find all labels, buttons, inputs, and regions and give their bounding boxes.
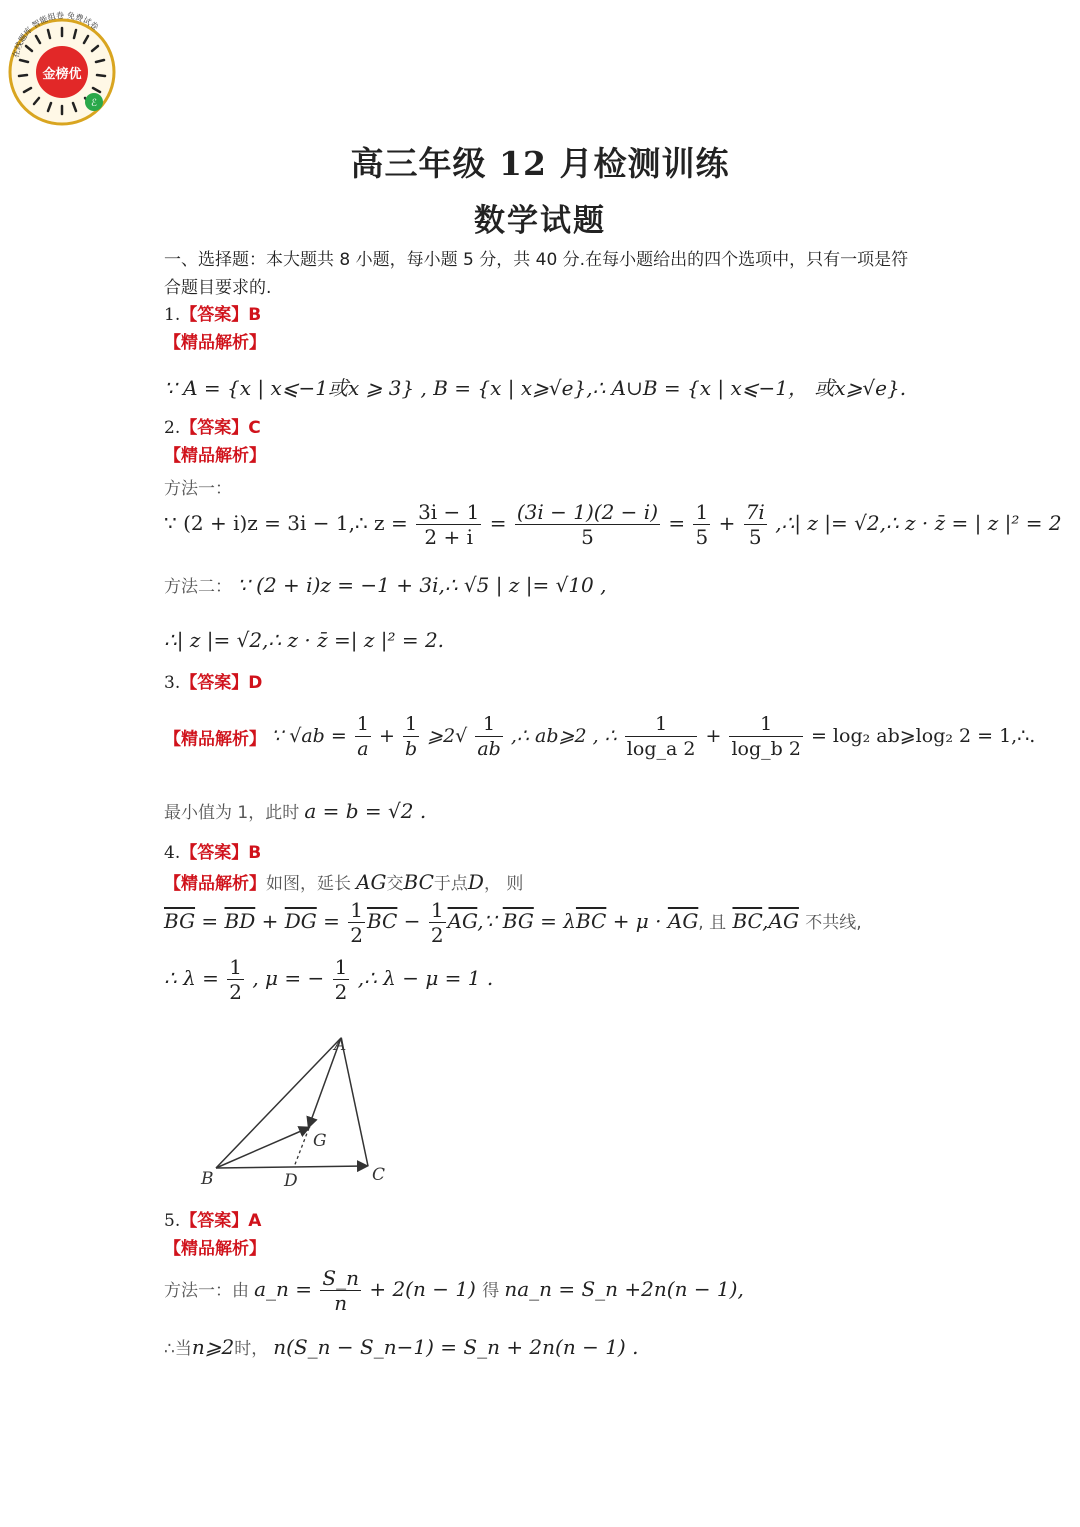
q2-method2-conclusion: ∴| z |= √2,∴ z · z̄ =| z |² = 2.: [164, 628, 445, 652]
q2-answer-line: [164, 416, 261, 440]
q3-answer: D: [248, 673, 263, 693]
q4-vector-equation: $\overline{BG} = \overline{BD} + \overline{DG}$ = $\frac{1}{2}$ $\overline{BC}$ − $\frac{1}{2}$ $\overline{AG},\because$ $\overline{BG} = \lambda\overline{BC} + \mu \cdot \overline{AG}$, 且 $\overline{BC},\overline{AG}$ 不共线,: [164, 898, 862, 947]
q4-analysis-label: 【精品解析】: [164, 874, 266, 894]
answer-label: 【答案】: [180, 843, 249, 863]
q2-method1-formula: ∵ (2 + i)z = 3i − 1,∴ z = $\frac{3i - 1}{2 + i}$ = $\frac{(3i - 1)(2 - i)}{5}$ = $\frac{1}{5}$ + $\frac{7i}{5}$ ,∴| z |= √2,∴ z · z̄ = | z |² = 2: [164, 500, 1062, 549]
answer-label: 【答案】: [180, 673, 249, 693]
q5-line2: ∴当n⩾2时， n(S_n − S_n−1) = S_n + 2n(n − 1) .: [164, 1335, 639, 1359]
label-a: A: [334, 1035, 347, 1055]
triangle-figure: [196, 1030, 396, 1190]
q2-method1-label: 方法一：: [164, 479, 232, 499]
q5-method1: 方法一：由 a_n = $\frac{S\_n}{n}$ + 2(n − 1) 得 na_n = S_n +2n(n − 1),: [164, 1266, 744, 1315]
answer-label: 【答案】: [180, 1211, 249, 1231]
q3-min-line: 最小值为 1，此时 a = b = √2 .: [164, 799, 427, 823]
q3-number: 3.: [164, 673, 181, 693]
label-d: D: [284, 1171, 298, 1190]
q5-answer: A: [248, 1211, 262, 1231]
q2-number: 2.: [164, 418, 181, 438]
q4-conclusion: ∴ λ = $\frac{1}{2}$ , μ = − $\frac{1}{2}$ ,∴ λ − μ = 1 .: [164, 955, 494, 1004]
q1-answer: B: [248, 305, 262, 325]
q1-number: 1.: [164, 305, 181, 325]
q2-method2: [164, 572, 606, 597]
logo-ring-text: 在线题库 智能组卷 免费试卷: [11, 10, 100, 59]
section-heading: 一、选择题：本大题共 8 小题，每小题 5 分，共 40 分.在每小题给出的四个选项中，只有一项是符合题目要求的.: [164, 250, 909, 298]
q1-analysis-label: 【精品解析】: [164, 333, 266, 353]
label-g: G: [313, 1131, 327, 1151]
jinbangyou-logo: [6, 6, 122, 126]
q3-analysis-label: 【精品解析】: [164, 729, 266, 750]
q3-answer-line: [164, 671, 262, 695]
answer-label: 【答案】: [180, 418, 249, 438]
answer-label: 【答案】: [180, 305, 249, 325]
q3-solution: 【精品解析】 ∵ √ab = $\frac{1}{a}$ + $\frac{1}{b}$ ⩾2√ $\frac{1}{ab}$ ,∴ ab⩾2 , ∴ $\frac{1}{\log\_a 2}$ + $\frac{1}{\log\_b 2}$ = log₂ ab⩾log₂ 2 = 1,∴.: [164, 713, 1036, 760]
q4-answer-line: [164, 841, 261, 865]
svg-text:ℰ: ℰ: [90, 98, 98, 109]
q5-answer-line: [164, 1209, 261, 1233]
q5-number: 5.: [164, 1211, 181, 1231]
side-ac: [341, 1038, 368, 1166]
q2-answer: C: [248, 418, 261, 438]
label-b: B: [201, 1169, 214, 1189]
logo-text: 金榜优: [42, 67, 82, 82]
q1-answer-line: [164, 303, 261, 327]
vector-bg: [216, 1128, 308, 1168]
label-c: C: [372, 1165, 386, 1185]
page-title: 高三年级 12 月检测训练: [350, 144, 730, 183]
q1-solution: ∵ A = {x | x⩽−1或x ⩾ 3} , B = {x | x⩾√e},∴ A∪B = {x | x⩽−1， 或x⩾√e}.: [164, 376, 907, 400]
q4-answer: B: [248, 843, 262, 863]
q2-method2-label: 方法二：: [164, 577, 232, 597]
q4-intro: 【精品解析】如图，延长 AG交BC于点D， 则: [164, 870, 524, 894]
vector-bc: [216, 1166, 366, 1168]
page-subtitle: 数学试题: [474, 203, 606, 239]
q2-method2-formula: ∵ (2 + i)z = −1 + 3i,∴ √5 | z |= √10 ,: [237, 573, 607, 597]
q2-analysis-label: 【精品解析】: [164, 446, 266, 466]
q4-number: 4.: [164, 843, 181, 863]
q5-analysis-label: 【精品解析】: [164, 1239, 266, 1259]
